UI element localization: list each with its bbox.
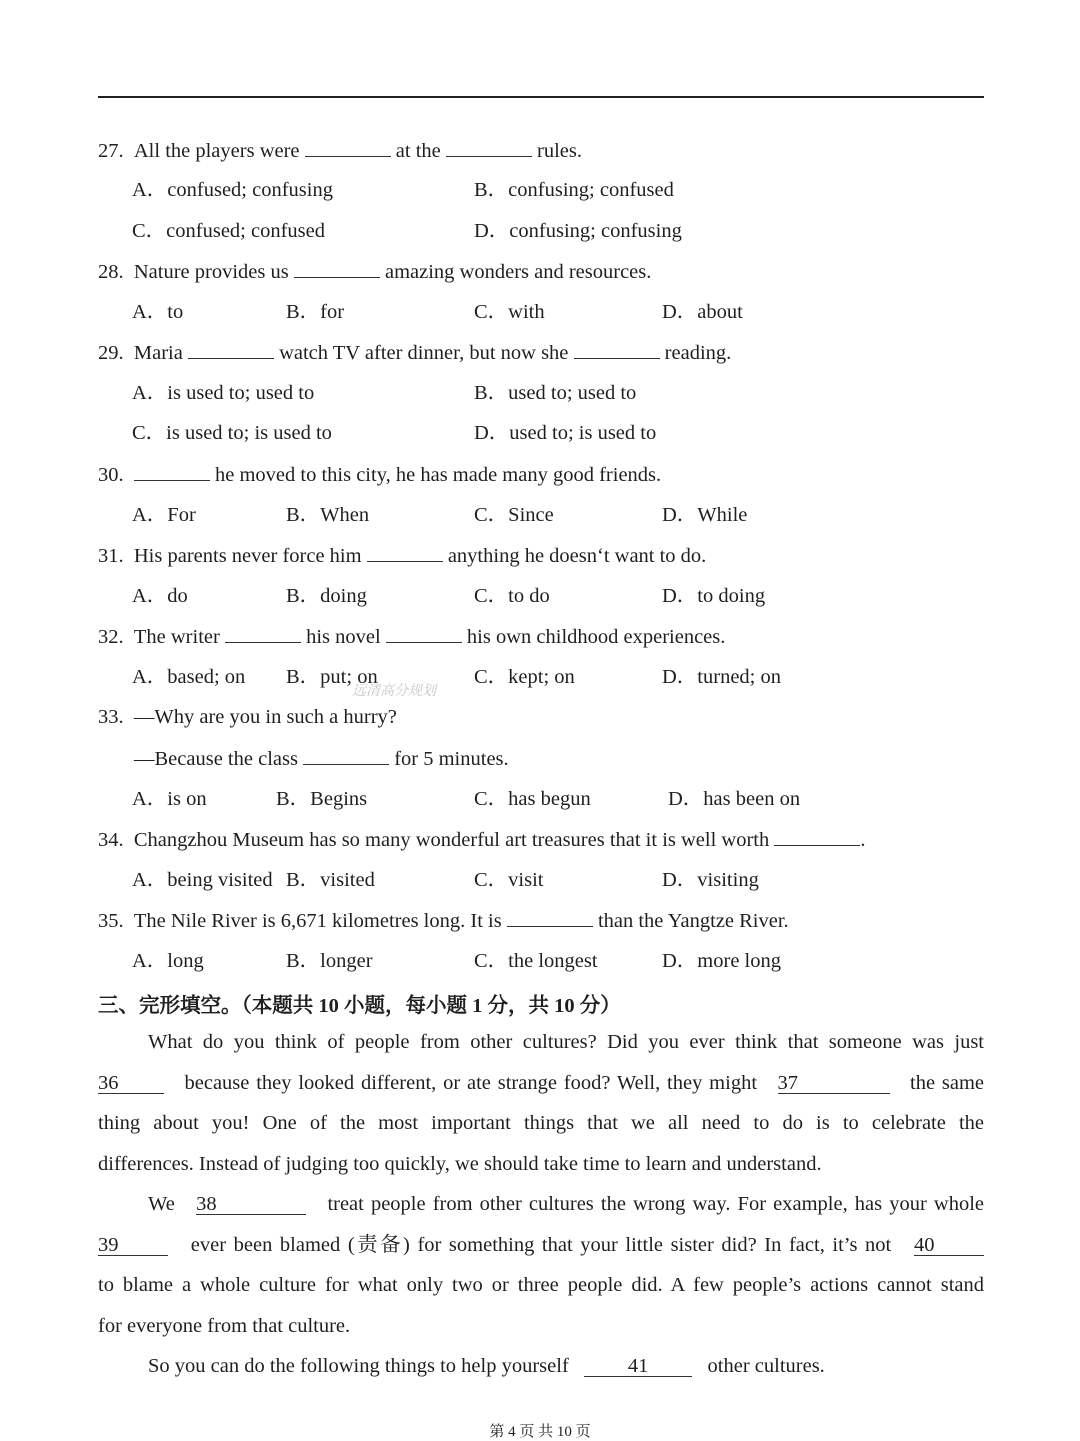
answer-blank: [294, 259, 380, 278]
cloze-blank-38: 38: [196, 1194, 306, 1215]
option-a: A．being visited: [132, 869, 273, 891]
page-footer: 第 4 页 共 10 页: [489, 1424, 591, 1440]
option-b: B．confusing; confused: [474, 179, 674, 201]
option-a: A．long: [132, 950, 204, 972]
answer-blank: [225, 624, 301, 643]
header-rule: [98, 96, 984, 98]
answer-blank: [574, 340, 660, 359]
question-27: 27. All the players were at the rules.: [98, 140, 582, 162]
question-35: 35. The Nile River is 6,671 kilometres long. It is than the Yangtze River.: [98, 910, 789, 932]
question-32: 32. The writer his novel his own childhood experiences.: [98, 626, 726, 648]
option-a: A．to: [132, 301, 184, 323]
question-34: 34. Changzhou Museum has so many wonderful art treasures that it is well worth .: [98, 829, 866, 851]
option-c: C．is used to; is used to: [132, 422, 332, 444]
cloze-blank-37: 37: [778, 1073, 890, 1094]
option-c: C．confused; confused: [132, 220, 325, 242]
option-c: C．kept; on: [474, 666, 575, 688]
answer-blank: [507, 908, 593, 927]
option-d: D．about: [662, 301, 743, 323]
answer-blank: [134, 462, 210, 481]
question-33: 33. —Why are you in such a hurry?: [98, 706, 397, 728]
question-31: 31. His parents never force him anything he doesn‘t want to do.: [98, 545, 707, 567]
option-b: B．doing: [286, 585, 367, 607]
section-title: 三、完形填空。（本题共 10 小题，每小题 1 分，共 10 分）: [98, 995, 621, 1017]
option-a: A．is on: [132, 788, 207, 810]
cloze-blank-41: 41: [584, 1356, 692, 1377]
option-a: A．is used to; used to: [132, 382, 315, 404]
answer-blank: [305, 138, 391, 157]
option-d: D．used to; is used to: [474, 422, 657, 444]
answer-blank: [188, 340, 274, 359]
question-33-reply: —Because the class for 5 minutes.: [134, 748, 509, 770]
option-a: A．based; on: [132, 666, 246, 688]
option-d: D．to doing: [662, 585, 766, 607]
option-b: B．When: [286, 504, 370, 526]
option-c: C．visit: [474, 869, 544, 891]
option-d: D．While: [662, 504, 748, 526]
option-c: C．to do: [474, 585, 550, 607]
option-b: B．used to; used to: [474, 382, 637, 404]
option-d: D．visiting: [662, 869, 759, 891]
option-c: C．the longest: [474, 950, 598, 972]
answer-blank: [303, 746, 389, 765]
answer-blank: [386, 624, 462, 643]
option-c: C．Since: [474, 504, 554, 526]
answer-blank: [774, 827, 860, 846]
question-30: 30. he moved to this city, he has made many good friends.: [98, 464, 662, 486]
option-c: C．has begun: [474, 788, 591, 810]
cloze-blank-40: 40: [914, 1235, 984, 1256]
passage-line: 36 because they looked different, or ate strange food? Well, they might 37 the same: [98, 1072, 985, 1094]
option-a: A．do: [132, 585, 188, 607]
option-a: A．For: [132, 504, 196, 526]
option-d: D．more long: [662, 950, 781, 972]
option-d: D．confusing; confusing: [474, 220, 682, 242]
question-28: 28. Nature provides us amazing wonders and resources.: [98, 261, 652, 283]
watermark: 远清高分规划: [352, 684, 436, 699]
passage-line: to blame a whole culture for what only two or three people did. A few people’s actions cannot stand: [98, 1274, 984, 1296]
question-29: 29. Maria watch TV after dinner, but now she reading.: [98, 342, 732, 364]
passage-line: for everyone from that culture.: [98, 1315, 351, 1337]
answer-blank: [446, 138, 532, 157]
option-d: D．turned; on: [662, 666, 781, 688]
answer-blank: [367, 543, 443, 562]
option-b: B．longer: [286, 950, 373, 972]
passage-line: thing about you! One of the most important things that we all need to do is to celebrate the: [98, 1112, 984, 1134]
option-a: A．confused; confusing: [132, 179, 333, 201]
option-b: B．put; on: [286, 666, 378, 688]
passage-line: 39 ever been blamed (责备) for something that your little sister did? In fact, it’s not 40: [98, 1233, 984, 1257]
option-d: D．has been on: [668, 788, 801, 810]
passage-line: We 38 treat people from other cultures the wrong way. For example, has your whole: [148, 1193, 985, 1215]
cloze-blank-39: 39: [98, 1235, 168, 1256]
passage-line: What do you think of people from other cultures? Did you ever think that someone was just: [148, 1031, 984, 1053]
passage-line: So you can do the following things to help yourself 41 other cultures.: [148, 1355, 825, 1377]
cloze-blank-36: 36: [98, 1073, 164, 1094]
option-c: C．with: [474, 301, 545, 323]
option-b: B．visited: [286, 869, 375, 891]
option-b: B．for: [286, 301, 345, 323]
option-b: B．Begins: [276, 788, 368, 810]
passage-line: differences. Instead of judging too quickly, we should take time to learn and understand.: [98, 1153, 822, 1175]
